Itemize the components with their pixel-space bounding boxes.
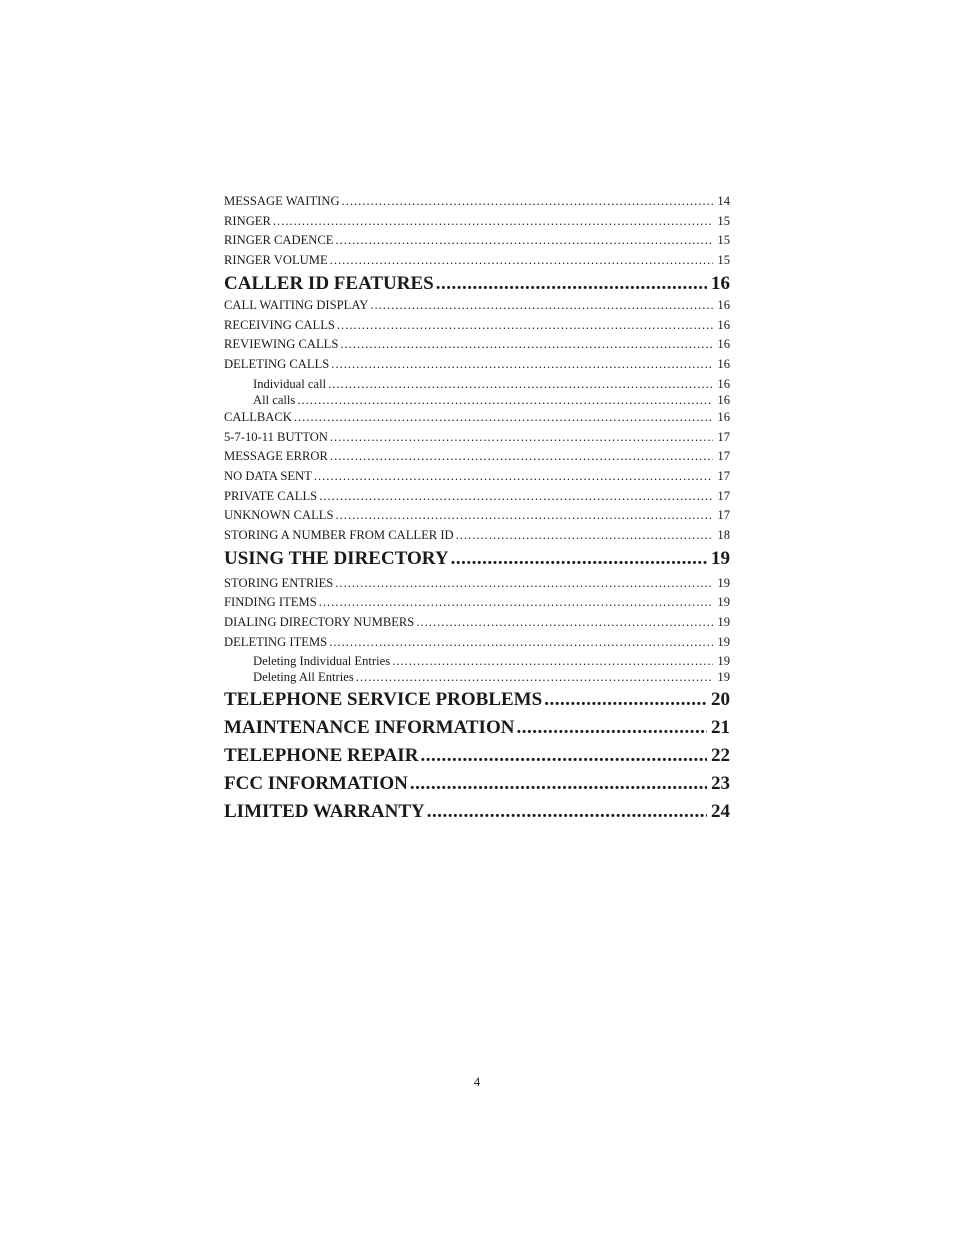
toc-entry-page: 17 bbox=[717, 508, 730, 522]
toc-leader-dots bbox=[356, 670, 714, 685]
toc-entry-page: 20 bbox=[711, 689, 730, 710]
toc-entry bbox=[224, 744, 730, 768]
toc-entry-page: 19 bbox=[717, 635, 730, 649]
toc-entry-page: 19 bbox=[717, 615, 730, 629]
toc-entry-title: CALL WAITING DISPLAY bbox=[224, 298, 369, 312]
toc-entry-title: RECEIVING CALLS bbox=[224, 318, 335, 332]
toc-entry bbox=[224, 409, 730, 425]
toc-entry bbox=[224, 429, 730, 445]
toc-leader-dots bbox=[416, 614, 713, 630]
toc-entry-title: REVIEWING CALLS bbox=[224, 337, 339, 351]
toc-entry-title: CALLBACK bbox=[224, 410, 292, 424]
toc-leader-dots bbox=[420, 744, 707, 768]
toc-entry-page: 16 bbox=[717, 410, 730, 424]
toc-entry-title: MESSAGE WAITING bbox=[224, 194, 340, 208]
toc-entry-title: FCC INFORMATION bbox=[224, 773, 408, 794]
toc-entry bbox=[224, 377, 730, 392]
toc-leader-dots bbox=[314, 468, 714, 484]
toc-entry bbox=[224, 614, 730, 630]
toc-leader-dots bbox=[336, 507, 714, 523]
toc-entry bbox=[224, 448, 730, 464]
toc-entry-title: RINGER bbox=[224, 214, 271, 228]
toc-leader-dots bbox=[436, 272, 707, 296]
toc-entry-title: TELEPHONE SERVICE PROBLEMS bbox=[224, 689, 543, 710]
toc-entry-page: 23 bbox=[711, 773, 730, 794]
toc-leader-dots bbox=[370, 297, 713, 313]
toc-leader-dots bbox=[328, 377, 713, 392]
toc-entry-title: CALLER ID FEATURES bbox=[224, 273, 434, 294]
toc-leader-dots bbox=[335, 575, 713, 591]
toc-entry-page: 15 bbox=[717, 214, 730, 228]
toc-entry-page: 16 bbox=[717, 298, 730, 312]
toc-entry-title: Deleting All Entries bbox=[253, 670, 354, 684]
toc-entry-page: 19 bbox=[717, 654, 730, 668]
toc-entry-page: 18 bbox=[717, 528, 730, 542]
toc-entry-title: TELEPHONE REPAIR bbox=[224, 745, 419, 766]
toc-leader-dots bbox=[329, 634, 713, 650]
toc-entry-page: 21 bbox=[711, 717, 730, 738]
toc-leader-dots bbox=[330, 429, 714, 445]
toc-entry bbox=[224, 634, 730, 650]
toc-entry bbox=[224, 507, 730, 523]
toc-entry bbox=[224, 252, 730, 268]
toc-leader-dots bbox=[340, 336, 713, 352]
toc-entry bbox=[224, 193, 730, 209]
toc-leader-dots bbox=[297, 393, 713, 408]
toc-entry bbox=[224, 272, 730, 296]
toc-entry bbox=[224, 468, 730, 484]
toc-leader-dots bbox=[516, 716, 707, 740]
toc-entry bbox=[224, 213, 730, 229]
toc-leader-dots bbox=[544, 688, 707, 712]
toc-entry-title: DIALING DIRECTORY NUMBERS bbox=[224, 615, 415, 629]
toc-leader-dots bbox=[319, 594, 714, 610]
toc-entry bbox=[224, 716, 730, 740]
toc-leader-dots bbox=[456, 527, 714, 543]
toc-leader-dots bbox=[273, 213, 714, 229]
toc-entry-page: 17 bbox=[717, 469, 730, 483]
toc-leader-dots bbox=[319, 488, 713, 504]
toc-entry bbox=[224, 317, 730, 333]
toc-entry bbox=[224, 356, 730, 372]
page-number: 4 bbox=[473, 1074, 481, 1089]
toc-entry-page: 19 bbox=[717, 576, 730, 590]
toc-entry-page: 17 bbox=[717, 430, 730, 444]
toc-entry-title: All calls bbox=[253, 393, 296, 407]
toc-entry-page: 19 bbox=[717, 670, 730, 684]
toc-entry bbox=[224, 232, 730, 248]
toc-entry-title: UNKNOWN CALLS bbox=[224, 508, 334, 522]
toc-entry bbox=[224, 654, 730, 669]
toc-entry-title: DELETING CALLS bbox=[224, 357, 330, 371]
toc-entry-title: RINGER VOLUME bbox=[224, 253, 328, 267]
toc-entry-page: 22 bbox=[711, 745, 730, 766]
toc-entry bbox=[224, 594, 730, 610]
toc-leader-dots bbox=[331, 356, 713, 372]
toc-entry bbox=[224, 488, 730, 504]
toc-leader-dots bbox=[451, 547, 707, 571]
toc-entry-title: PRIVATE CALLS bbox=[224, 489, 318, 503]
toc-entry-page: 14 bbox=[717, 194, 730, 208]
toc-leader-dots bbox=[427, 800, 707, 824]
toc-entry bbox=[224, 336, 730, 352]
toc-leader-dots bbox=[410, 772, 707, 796]
toc-entry-page: 17 bbox=[717, 449, 730, 463]
toc-leader-dots bbox=[330, 252, 714, 268]
toc-entry-page: 16 bbox=[717, 318, 730, 332]
toc-entry bbox=[224, 688, 730, 712]
toc-entry-page: 24 bbox=[711, 801, 730, 822]
toc-entry bbox=[224, 547, 730, 571]
toc-leader-dots bbox=[337, 317, 714, 333]
toc-entry-title: STORING ENTRIES bbox=[224, 576, 334, 590]
toc-entry-page: 16 bbox=[717, 377, 730, 391]
toc-entry bbox=[224, 393, 730, 408]
toc-entry-page: 19 bbox=[717, 595, 730, 609]
toc-entry bbox=[224, 772, 730, 796]
toc-entry bbox=[224, 575, 730, 591]
toc-entry-title: MESSAGE ERROR bbox=[224, 449, 328, 463]
toc-entry-title: Individual call bbox=[253, 377, 327, 391]
toc-entry-title: 5-7-10-11 BUTTON bbox=[224, 430, 328, 444]
toc-leader-dots bbox=[392, 654, 713, 669]
toc-leader-dots bbox=[342, 193, 714, 209]
toc-entry bbox=[224, 800, 730, 824]
toc-entry-title: MAINTENANCE INFORMATION bbox=[224, 717, 515, 738]
toc-leader-dots bbox=[330, 448, 713, 464]
toc-leader-dots bbox=[294, 409, 714, 425]
toc-entry-title: NO DATA SENT bbox=[224, 469, 312, 483]
toc-entry-page: 17 bbox=[717, 489, 730, 503]
toc-entry-page: 16 bbox=[711, 273, 730, 294]
toc-entry bbox=[224, 670, 730, 685]
toc-entry-title: Deleting Individual Entries bbox=[253, 654, 391, 668]
toc-entry-title: USING THE DIRECTORY bbox=[224, 548, 449, 569]
toc-entry-title: FINDING ITEMS bbox=[224, 595, 317, 609]
toc-entry-page: 16 bbox=[717, 357, 730, 371]
toc-entry-title: STORING A NUMBER FROM CALLER ID bbox=[224, 528, 454, 542]
toc-leader-dots bbox=[336, 232, 714, 248]
toc-entry-title: DELETING ITEMS bbox=[224, 635, 328, 649]
toc-entry-page: 15 bbox=[717, 233, 730, 247]
toc-entry-page: 16 bbox=[717, 337, 730, 351]
toc-entry-page: 19 bbox=[711, 548, 730, 569]
toc-entry-page: 16 bbox=[717, 393, 730, 407]
toc-entry-page: 15 bbox=[717, 253, 730, 267]
toc-entry bbox=[224, 297, 730, 313]
toc-entry bbox=[224, 527, 730, 543]
toc-entry-title: LIMITED WARRANTY bbox=[224, 801, 425, 822]
toc-entry-title: RINGER CADENCE bbox=[224, 233, 334, 247]
